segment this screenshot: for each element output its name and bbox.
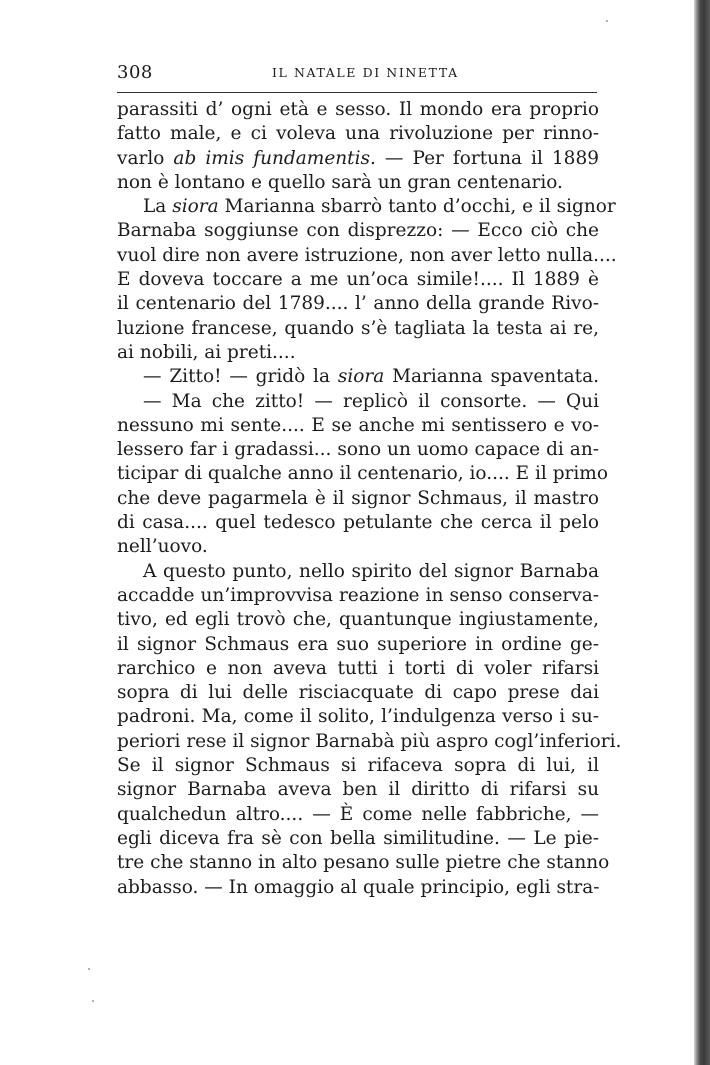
dialect-word: siora <box>172 196 219 218</box>
text-line: tivo, ed egli trovò che, quantunque ingiustamente, <box>117 609 599 631</box>
text-line: accadde un’improvvisa reazione in senso conserva- <box>117 584 599 606</box>
text-line: sopra di lui delle risciacquate di capo prese dai <box>117 682 599 704</box>
text-line: signor Barnaba aveva ben il diritto di rifarsi su <box>117 779 599 801</box>
text-line: qualchedun altro.... — È come nelle fabbriche, — <box>117 803 599 825</box>
book-spine-edge <box>694 0 710 1065</box>
text-line: parassiti d’ ogni età e sesso. Il mondo era proprio <box>117 99 599 120</box>
text-line: non è lontano e quello sarà un gran centenario. <box>117 171 563 193</box>
running-head <box>117 62 597 84</box>
text-line: nell’uovo. <box>117 536 208 558</box>
text-line: luzione francese, quando s’è tagliata la testa ai re, <box>117 317 599 339</box>
text-line: — Ma che zitto! — replicò il consorte. — Qui <box>143 390 599 412</box>
text-line: ticipar di qualche anno il centenario, io.... E il primo <box>117 463 608 485</box>
text-line: padroni. Ma, come il solito, l’indulgenza verso i su- <box>117 706 599 728</box>
text-line: vuol dire non avere istruzione, non aver letto nulla.... <box>117 244 617 266</box>
paper-speck <box>88 968 90 970</box>
text-line: — Zitto! — gridò la siora Marianna spaventata. <box>143 366 599 388</box>
text-line: egli diceva fra sè con bella similitudine. — Le pie- <box>117 827 599 849</box>
paper-speck <box>606 20 608 22</box>
text-line: periori rese il signor Barnabà più aspro cogl’inferiori. <box>117 730 622 752</box>
page-number: 308 <box>117 62 153 83</box>
text-line: A questo punto, nello spirito del signor Barnaba <box>143 560 599 582</box>
paper-speck <box>92 1000 94 1002</box>
header-rule <box>117 92 597 93</box>
text-line: fatto male, e ci voleva una rivoluzione per rinno- <box>117 123 599 145</box>
text-line: lessero far i gradassi... sono un uomo capace di an- <box>117 439 599 461</box>
text-line: rarchico e non aveva tutti i torti di voler rifarsi <box>117 657 599 679</box>
text-line: il signor Schmaus era suo superiore in ordine ge- <box>117 633 599 655</box>
text-line: ai nobili, ai preti.... <box>117 341 296 363</box>
text-line: E doveva toccare a me un’oca simile!.... Il 1889 è <box>117 269 599 291</box>
dialect-word: siora <box>337 366 385 388</box>
text-line: abbasso. — In omaggio al quale principio, egli stra- <box>117 876 600 898</box>
text-line: La siora Marianna sbarrò tanto d’occhi, e il signor <box>143 196 616 218</box>
text-line: di casa.... quel tedesco petulante che cerca il pelo <box>117 512 599 534</box>
running-title: IL NATALE DI NINETTA <box>272 65 459 80</box>
text-line: che deve pagarmela è il signor Schmaus, il mastro <box>117 487 599 509</box>
text-line: nessuno mi sente.... E se anche mi sentissero e vo- <box>117 414 599 436</box>
body-text <box>117 98 622 900</box>
text-line: Se il signor Schmaus si rifaceva sopra di lui, il <box>117 755 599 777</box>
text-line: Barnaba soggiunse con disprezzo: — Ecco ciò che <box>117 220 599 242</box>
text-line: il centenario del 1789.... l’ anno della grande Rivo- <box>117 293 599 315</box>
latin-phrase: ab imis fundamentis. <box>173 147 376 169</box>
text-line: varlo ab imis fundamentis. — Per fortuna il 1889 <box>117 147 599 169</box>
text-line: tre che stanno in alto pesano sulle pietre che stanno <box>117 852 610 874</box>
